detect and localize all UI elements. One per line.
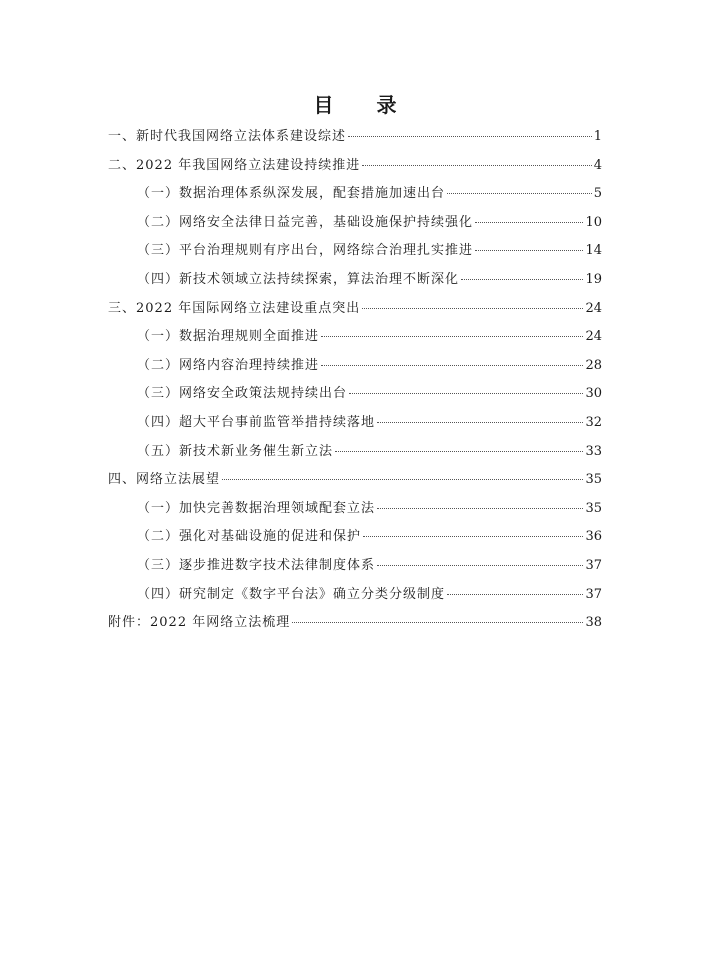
toc-entry[interactable] [108, 498, 602, 527]
toc-entry[interactable] [108, 298, 602, 327]
dot-leader [222, 479, 583, 480]
toc-entry[interactable] [108, 126, 602, 155]
toc-entry[interactable] [108, 383, 602, 412]
table-of-contents [108, 126, 602, 641]
dot-leader [362, 165, 592, 166]
toc-entry-title: （二）强化对基础设施的促进和保护 [137, 529, 362, 545]
toc-entry[interactable] [108, 441, 602, 470]
toc-entry-title: （五）新技术新业务催生新立法 [137, 443, 334, 459]
dot-leader [321, 365, 583, 366]
dot-leader [475, 250, 583, 251]
dot-leader [348, 136, 592, 137]
toc-entry[interactable] [108, 555, 602, 584]
toc-entry[interactable] [108, 240, 602, 269]
toc-entry-title: 二、2022 年我国网络立法建设持续推进 [108, 157, 361, 173]
toc-entry-page-number: 37 [585, 586, 602, 602]
dot-leader [335, 451, 583, 452]
toc-entry-page-number: 1 [593, 129, 602, 144]
toc-entry-page-number: 19 [585, 271, 602, 287]
toc-entry-page-number: 28 [585, 357, 602, 373]
toc-entry-title: 附件：2022 年网络立法梳理 [108, 615, 291, 631]
toc-entry-page-number: 5 [593, 186, 602, 202]
toc-entry-title: （一）数据治理体系纵深发展，配套措施加速出台 [137, 186, 446, 202]
toc-entry-page-number: 36 [585, 529, 602, 545]
toc-entry-page-number: 30 [585, 386, 602, 402]
dot-leader [321, 336, 583, 337]
dot-leader [377, 422, 583, 423]
toc-entry-page-number: 38 [585, 615, 602, 631]
toc-entry[interactable] [108, 526, 602, 555]
toc-entry-title: 四、网络立法展望 [108, 472, 221, 488]
dot-leader [447, 594, 583, 595]
toc-entry[interactable] [108, 183, 602, 212]
dot-leader [362, 308, 583, 309]
toc-entry-title: （三）平台治理规则有序出台，网络综合治理扎实推进 [137, 243, 474, 259]
toc-entry-page-number: 35 [585, 500, 602, 516]
toc-entry-title: （二）网络安全法律日益完善，基础设施保护持续强化 [137, 214, 474, 230]
toc-entry-page-number: 14 [585, 243, 602, 259]
toc-entry-title: （三）逐步推进数字技术法律制度体系 [137, 557, 376, 573]
toc-entry-page-number: 37 [585, 557, 602, 573]
toc-entry-title: （一）数据治理规则全面推进 [137, 329, 320, 345]
toc-entry[interactable] [108, 212, 602, 241]
dot-leader [447, 193, 592, 194]
toc-entry-title: （四）研究制定《数字平台法》确立分类分级制度 [137, 586, 446, 602]
dot-leader [461, 279, 583, 280]
toc-entry[interactable] [108, 269, 602, 298]
toc-entry-title: （四）新技术领域立法持续探索，算法治理不断深化 [137, 271, 460, 287]
toc-entry-page-number: 10 [585, 214, 602, 230]
dot-leader [377, 565, 583, 566]
toc-entry-title: 三、2022 年国际网络立法建设重点突出 [108, 300, 361, 316]
toc-entry[interactable] [108, 612, 602, 641]
toc-entry-title: （一）加快完善数据治理领域配套立法 [137, 500, 376, 516]
dot-leader [377, 508, 583, 509]
dot-leader [475, 222, 583, 223]
toc-entry-title: （四）超大平台事前监管举措持续落地 [137, 414, 376, 430]
toc-entry-title: 一、新时代我国网络立法体系建设综述 [108, 129, 347, 144]
toc-entry[interactable] [108, 155, 602, 184]
toc-entry-title: （二）网络内容治理持续推进 [137, 357, 320, 373]
toc-entry[interactable] [108, 412, 602, 441]
dot-leader [349, 393, 583, 394]
toc-entry-title: （三）网络安全政策法规持续出台 [137, 386, 348, 402]
toc-entry[interactable] [108, 469, 602, 498]
toc-entry-page-number: 24 [585, 329, 602, 345]
toc-entry-page-number: 35 [585, 472, 602, 488]
toc-title: 目 录 [313, 93, 415, 117]
toc-entry[interactable] [108, 584, 602, 613]
toc-entry[interactable] [108, 355, 602, 384]
toc-entry-page-number: 32 [585, 414, 602, 430]
dot-leader [292, 622, 583, 623]
dot-leader [363, 536, 583, 537]
toc-entry-page-number: 4 [593, 157, 602, 173]
toc-entry-page-number: 24 [585, 300, 602, 316]
toc-entry-page-number: 33 [585, 443, 602, 459]
toc-entry[interactable] [108, 326, 602, 355]
